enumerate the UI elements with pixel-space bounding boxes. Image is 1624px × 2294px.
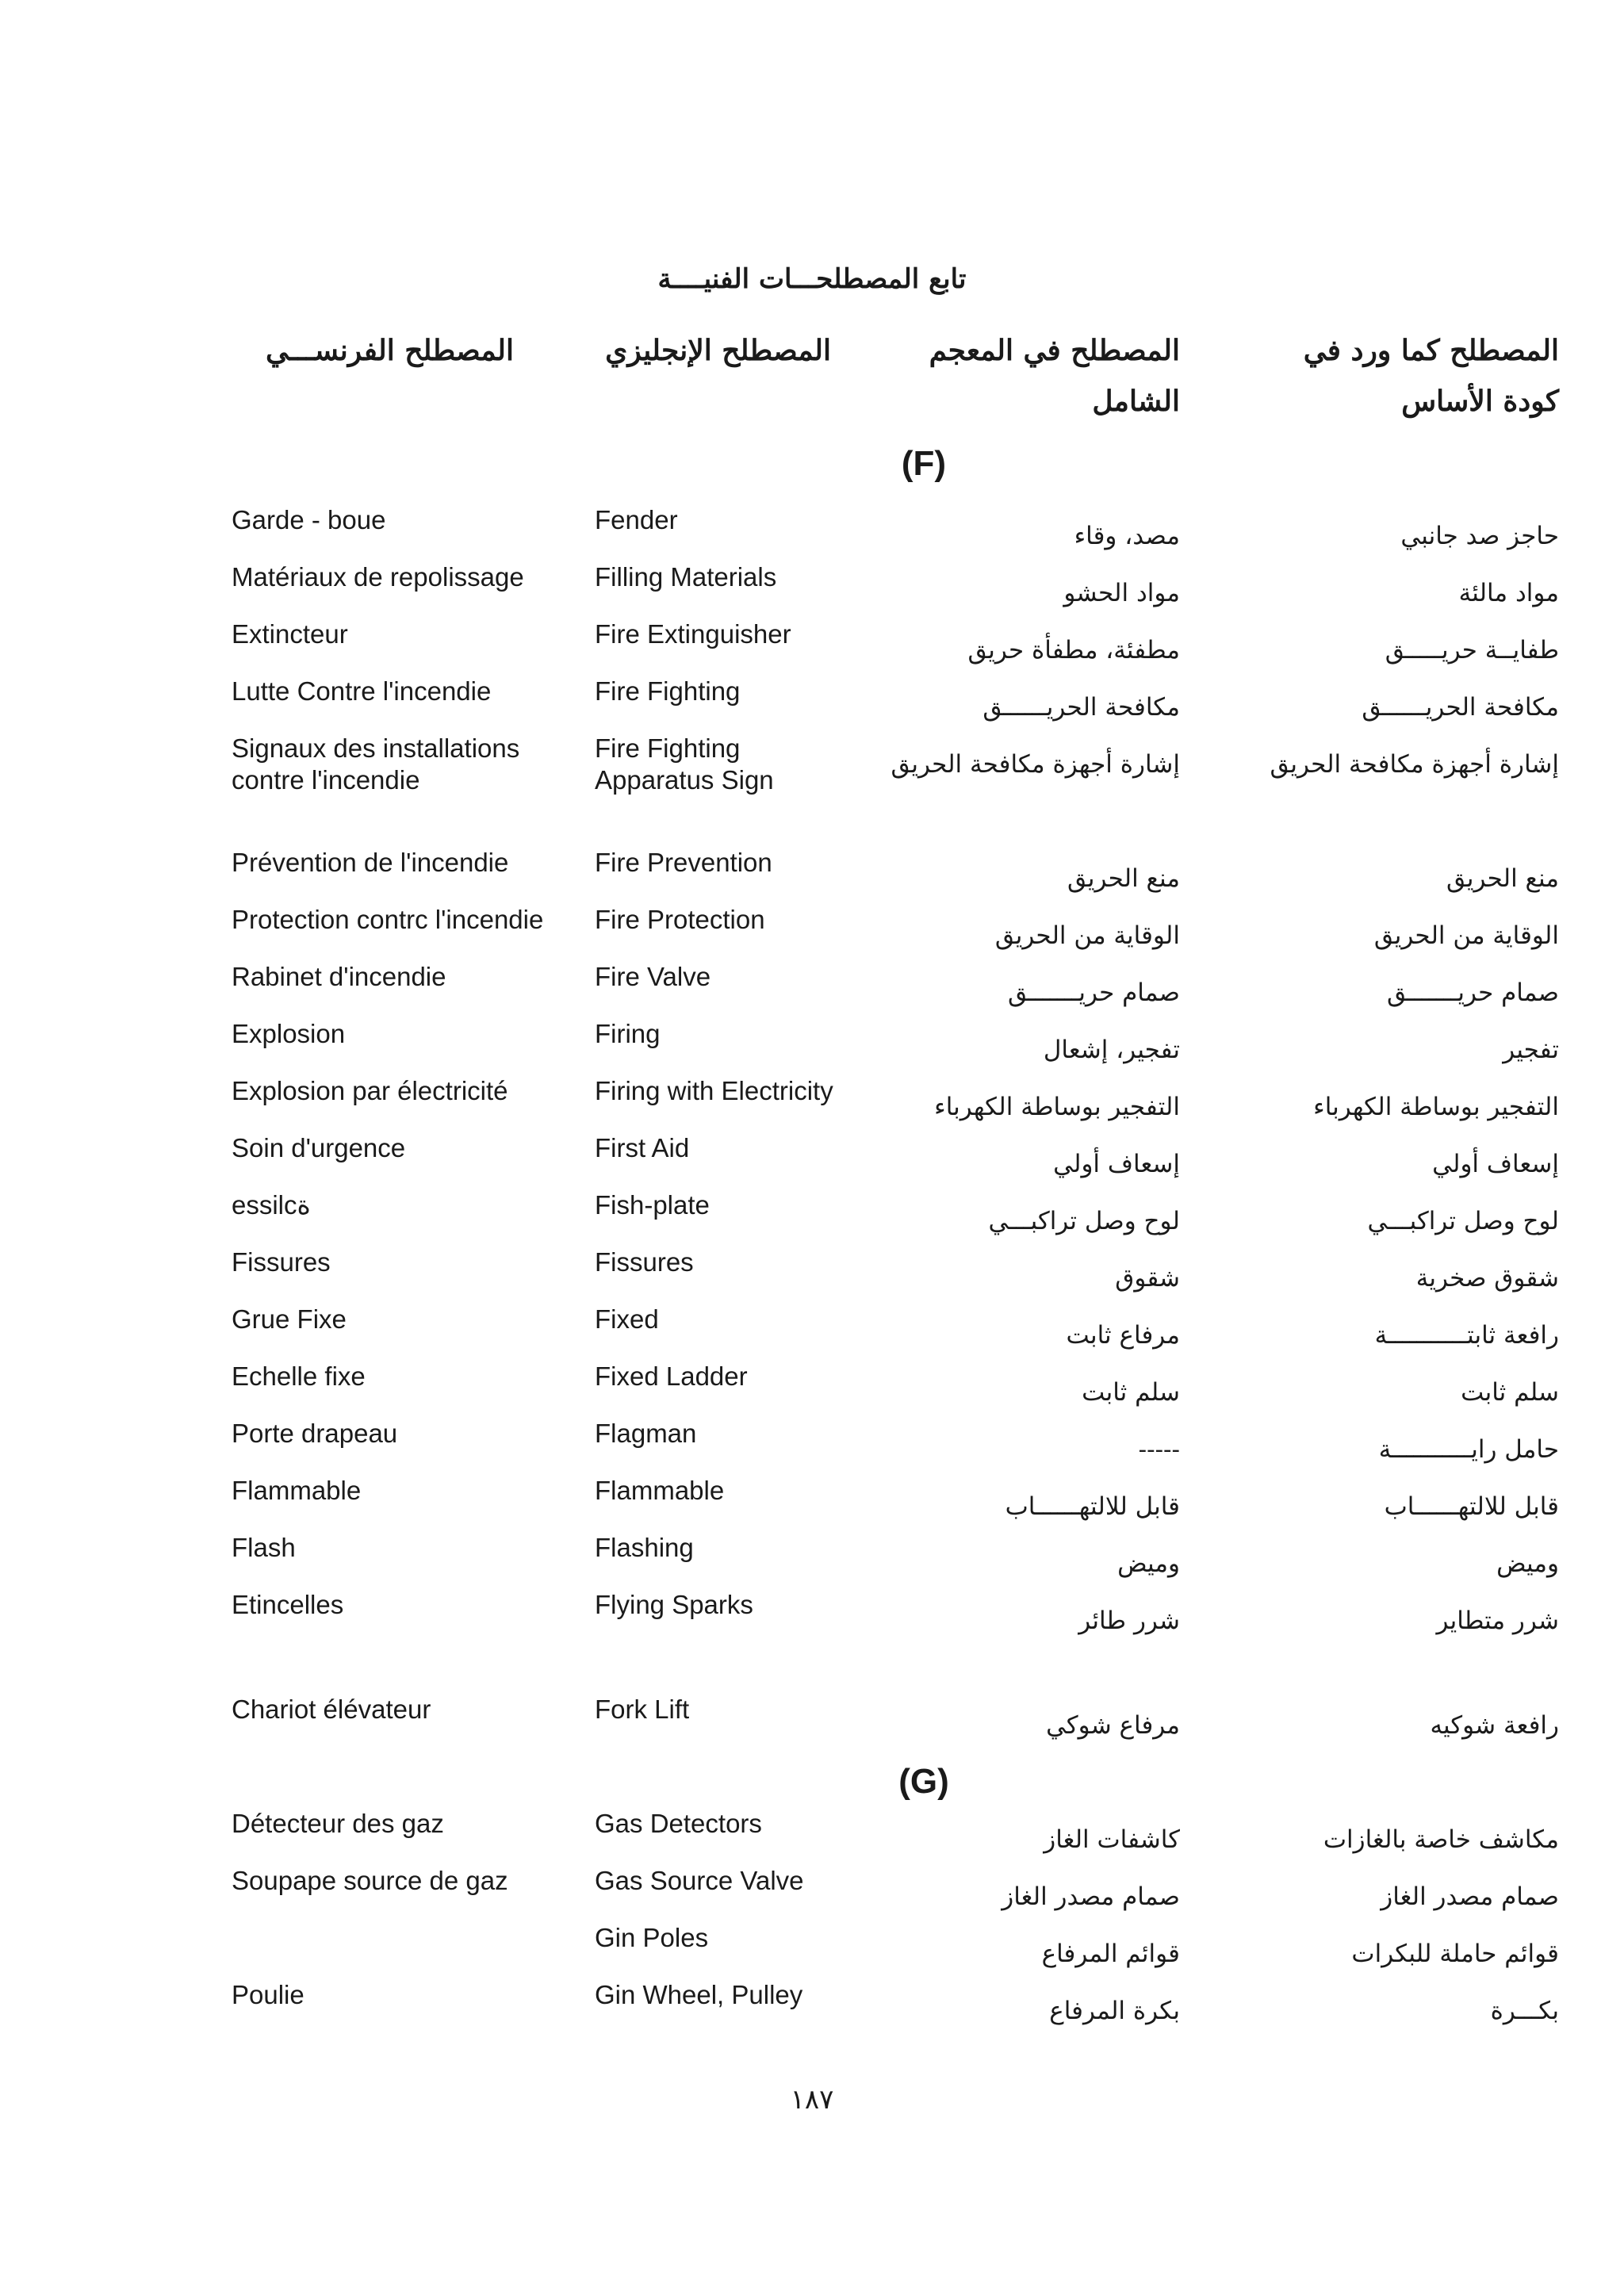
term-french: Explosion par électricité bbox=[232, 1076, 508, 1105]
term-shamil-arabic: مواد الحشو bbox=[1063, 579, 1180, 607]
term-shamil-arabic: ----- bbox=[1138, 1435, 1180, 1464]
term-french: Soupape source de gaz bbox=[232, 1866, 508, 1895]
term-shamil-arabic: قوائم المرفاع bbox=[1041, 1940, 1180, 1968]
term-code-arabic: صمام حريـــــــق bbox=[1386, 978, 1559, 1007]
term-shamil-arabic: بكرة المرفاع bbox=[1049, 1997, 1180, 2025]
term-french: Poulie bbox=[232, 1980, 304, 2009]
term-code-arabic: رافعة ثابتـــــــــــة bbox=[1374, 1321, 1559, 1350]
term-french: Fissures bbox=[232, 1247, 331, 1277]
term-code-arabic: شرر متطاير bbox=[1436, 1607, 1559, 1635]
term-code-arabic: حاجز صد جانبي bbox=[1400, 522, 1559, 550]
term-english: Flashing bbox=[595, 1533, 694, 1562]
term-english: Firing bbox=[595, 1019, 661, 1048]
term-english: Firing with Electricity bbox=[595, 1076, 833, 1105]
term-english: Filling Materials bbox=[595, 562, 777, 592]
header-code-term: المصطلح كما ورد في كودة الأساس bbox=[1303, 334, 1559, 418]
term-english: Flammable bbox=[595, 1476, 725, 1505]
term-code-arabic: حامل رايـــــــــــة bbox=[1378, 1435, 1559, 1464]
term-shamil-arabic: شقوق bbox=[1115, 1264, 1180, 1293]
term-french: Etincelles bbox=[232, 1590, 344, 1619]
term-english: Fire Extinguisher bbox=[595, 619, 791, 649]
term-shamil-arabic: مصد، وقاء bbox=[1074, 522, 1180, 550]
term-shamil-arabic: صمام مصدر الغاز bbox=[1002, 1882, 1180, 1911]
term-english: Flying Sparks bbox=[595, 1590, 753, 1619]
term-french: Porte drapeau bbox=[232, 1419, 398, 1448]
term-code-arabic: لوح وصل تراكبـــي bbox=[1367, 1207, 1559, 1235]
header-english-term: المصطلح الإنجليزي bbox=[605, 334, 831, 367]
term-english: Fixed bbox=[595, 1304, 659, 1334]
term-french: Explosion bbox=[232, 1019, 346, 1048]
term-french: Protection contrc l'incendie bbox=[232, 905, 544, 934]
term-code-arabic: قابل للالتهــــــاب bbox=[1384, 1492, 1559, 1521]
term-french: Flash bbox=[232, 1533, 296, 1562]
section-letter: (F) bbox=[901, 444, 947, 483]
term-french: essilcة bbox=[232, 1190, 311, 1220]
term-french: Extincteur bbox=[232, 619, 348, 649]
term-code-arabic: سلم ثابت bbox=[1461, 1378, 1559, 1407]
term-english: Fissures bbox=[595, 1247, 694, 1277]
term-shamil-arabic: سلم ثابت bbox=[1082, 1378, 1180, 1407]
term-french: Chariot élévateur bbox=[232, 1695, 431, 1724]
term-code-arabic: رافعة شوكيه bbox=[1430, 1711, 1559, 1740]
term-english: Gin Poles bbox=[595, 1923, 709, 1952]
term-shamil-arabic: إسعاف أولي bbox=[1053, 1150, 1180, 1178]
term-code-arabic: التفجير بوساطة الكهرباء bbox=[1313, 1093, 1559, 1121]
term-english: Fish-plate bbox=[595, 1190, 710, 1220]
term-french: Soin d'urgence bbox=[232, 1133, 406, 1162]
term-english: Fire Valve bbox=[595, 962, 711, 991]
term-code-arabic: منع الحريق bbox=[1446, 864, 1559, 893]
term-code-arabic: مكاشف خاصة بالغازات bbox=[1323, 1825, 1559, 1854]
term-code-arabic: إشارة أجهزة مكافحة الحريق bbox=[1270, 750, 1559, 779]
term-shamil-arabic: وميض bbox=[1117, 1549, 1180, 1578]
term-shamil-arabic: تفجير، إشعال bbox=[1043, 1036, 1180, 1064]
term-code-arabic: تفجير bbox=[1503, 1036, 1559, 1064]
term-shamil-arabic: شرر طائر bbox=[1078, 1607, 1180, 1635]
term-french: Flammable bbox=[232, 1476, 362, 1505]
term-shamil-arabic: قابل للالتهــــــاب bbox=[1005, 1492, 1180, 1521]
term-french: Matériaux de repolissage bbox=[232, 562, 524, 592]
term-english: Fender bbox=[595, 505, 678, 534]
term-shamil-arabic: منع الحريق bbox=[1067, 864, 1180, 893]
term-code-arabic: الوقاية من الحريق bbox=[1373, 921, 1559, 950]
term-french: Rabinet d'incendie bbox=[232, 962, 446, 991]
term-shamil-arabic: صمام حريـــــــق bbox=[1007, 978, 1180, 1007]
term-shamil-arabic: مرفاع شوكي bbox=[1046, 1711, 1180, 1740]
term-code-arabic: صمام مصدر الغاز bbox=[1381, 1882, 1559, 1911]
term-shamil-arabic: مكافحة الحريــــــق bbox=[982, 693, 1180, 722]
term-shamil-arabic: مطفئة، مطفأة حريق bbox=[967, 636, 1180, 664]
term-french: Grue Fixe bbox=[232, 1304, 347, 1334]
term-french: Signaux des installations contre l'incendie bbox=[232, 733, 520, 795]
term-english: Fixed Ladder bbox=[595, 1361, 748, 1391]
term-english: Flagman bbox=[595, 1419, 697, 1448]
term-english: First Aid bbox=[595, 1133, 690, 1162]
term-french: Echelle fixe bbox=[232, 1361, 366, 1391]
header-french-term: المصطلح الفرنســـي bbox=[265, 334, 514, 367]
term-code-arabic: طفايــة حريـــــق bbox=[1385, 636, 1559, 664]
term-english: Gin Wheel, Pulley bbox=[595, 1980, 803, 2009]
term-shamil-arabic: لوح وصل تراكبـــي bbox=[988, 1207, 1180, 1235]
term-code-arabic: بكـــرة bbox=[1490, 1997, 1559, 2025]
term-french: Garde - boue bbox=[232, 505, 386, 534]
term-english: Fire Protection bbox=[595, 905, 765, 934]
term-shamil-arabic: كاشفات الغاز bbox=[1044, 1825, 1180, 1854]
term-code-arabic: وميض bbox=[1496, 1549, 1559, 1578]
header-shamil-term: المصطلح في المعجم الشامل bbox=[929, 334, 1180, 418]
term-code-arabic: قوائم حاملة للبكرات bbox=[1351, 1940, 1559, 1968]
section-letter: (G) bbox=[898, 1762, 949, 1801]
term-french: Prévention de l'incendie bbox=[232, 848, 509, 877]
term-english: Fork Lift bbox=[595, 1695, 690, 1724]
term-shamil-arabic: إشارة أجهزة مكافحة الحريق bbox=[891, 750, 1180, 779]
term-code-arabic: مواد مالئة bbox=[1458, 579, 1559, 607]
term-english: Gas Source Valve bbox=[595, 1866, 804, 1895]
term-shamil-arabic: مرفاع ثابت bbox=[1066, 1321, 1180, 1350]
term-french: Détecteur des gaz bbox=[232, 1809, 444, 1838]
term-english: Fire Fighting bbox=[595, 676, 741, 706]
term-shamil-arabic: التفجير بوساطة الكهرباء bbox=[934, 1093, 1180, 1121]
term-french: Lutte Contre l'incendie bbox=[232, 676, 492, 706]
term-code-arabic: مكافحة الحريــــــق bbox=[1362, 693, 1559, 722]
page-title: تابع المصطلحـــات الفنيــــة bbox=[657, 263, 967, 295]
term-code-arabic: شقوق صخرية bbox=[1415, 1264, 1559, 1293]
page-number: ١٨٧ bbox=[790, 2084, 834, 2116]
term-code-arabic: إسعاف أولي bbox=[1432, 1150, 1559, 1178]
term-english: Fire Prevention bbox=[595, 848, 772, 877]
term-shamil-arabic: الوقاية من الحريق bbox=[994, 921, 1180, 950]
term-english: Gas Detectors bbox=[595, 1809, 762, 1838]
term-english: Fire Fighting Apparatus Sign bbox=[595, 733, 774, 795]
